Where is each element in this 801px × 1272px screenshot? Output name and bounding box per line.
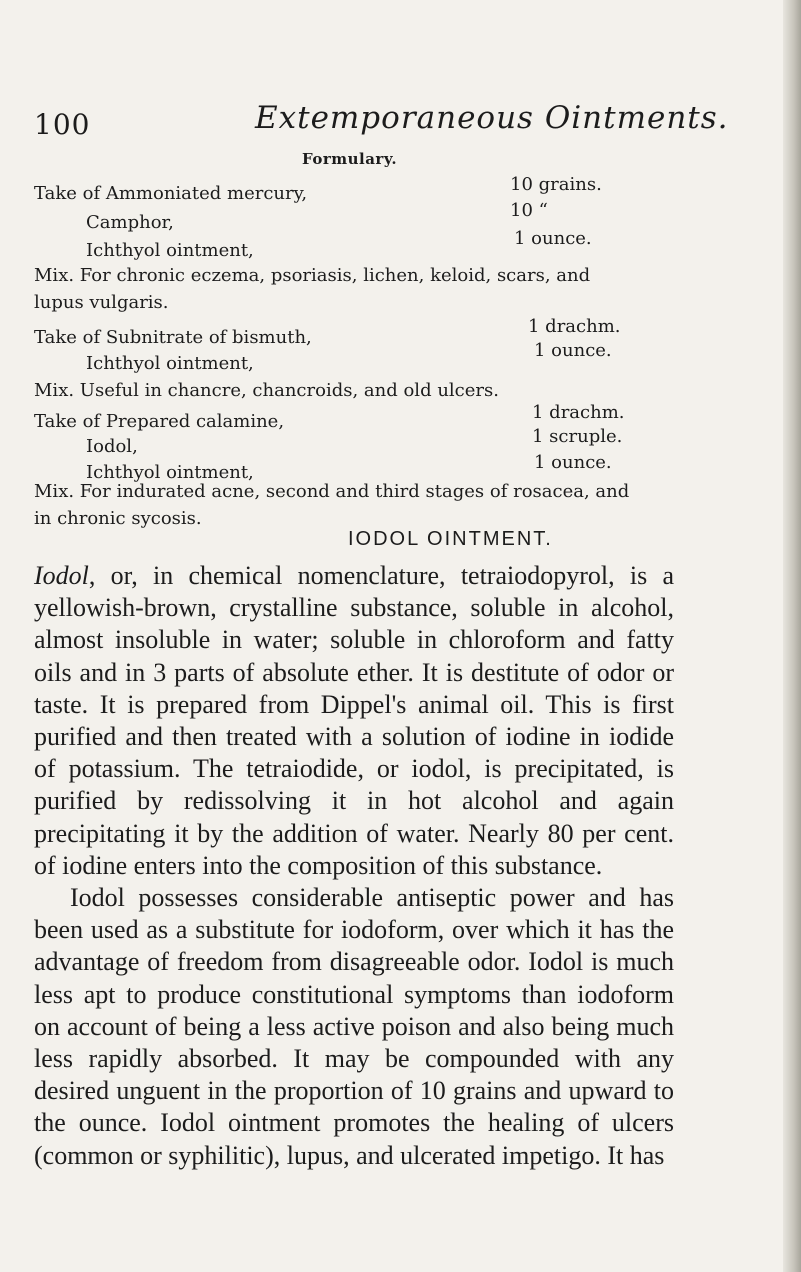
- formula-1-qty-1: 10 grains.: [510, 174, 602, 195]
- page-edge: [783, 0, 801, 1272]
- running-head: Extemporaneous Ointments.: [255, 100, 729, 136]
- paragraph-1-lead: Iodol: [34, 561, 89, 590]
- formula-3-qty-3: 1 ounce.: [534, 452, 612, 473]
- formula-3-ingredient-3: Ichthyol ointment,: [86, 462, 254, 483]
- formula-3-note-line-1: Mix. For indurated acne, second and third stages of rosacea, and: [34, 481, 630, 502]
- section-heading: IODOL OINTMENT.: [348, 528, 553, 550]
- paragraph-1-text: , or, in chemical nomenclature, tetraiodopyrol, is a yellowish-brown, crystalline substance, soluble in alcohol, almost insoluble in water; soluble in chloroform and fatty oils and in 3 parts of absolute ether. It is destitute of odor or taste. It is prepared from Dippel's animal oil. This is first purified and then treated with a solution of iodine in iodide of potassium. The tetraiodide, or iodol, is precipitated, is purified by redissolving it in hot alcohol and again precipitating it by the addition of water. Nearly 80 per cent. of iodine enters into the composition of this substance.: [34, 561, 674, 880]
- formula-3-qty-2: 1 scruple.: [532, 426, 623, 447]
- formula-2-qty-2: 1 ounce.: [534, 340, 612, 361]
- formula-3-qty-1: 1 drachm.: [532, 402, 625, 423]
- formula-1-qty-3: 1 ounce.: [514, 228, 592, 249]
- formula-1-qty-2: 10 “: [510, 200, 548, 221]
- formula-3-note-line-2: in chronic sycosis.: [34, 508, 202, 529]
- formula-2-ingredient-2: Ichthyol ointment,: [86, 353, 254, 374]
- page-number: 100: [34, 108, 91, 141]
- formula-1-note-line-1: Mix. For chronic eczema, psoriasis, lichen, keloid, scars, and: [34, 265, 591, 286]
- formula-3-ingredient-2: Iodol,: [86, 436, 138, 457]
- formula-1-ingredient-1: Take of Ammoniated mercury,: [34, 183, 308, 204]
- formula-2-ingredient-1: Take of Subnitrate of bismuth,: [34, 327, 312, 348]
- section-label: Formulary.: [302, 150, 398, 168]
- body-text: [34, 560, 674, 1172]
- formula-3-ingredient-1: Take of Prepared calamine,: [34, 411, 285, 432]
- paragraph-1: [34, 560, 674, 882]
- formula-1-note-line-2: lupus vulgaris.: [34, 292, 169, 313]
- formula-2-note-line-1: Mix. Useful in chancre, chancroids, and old ulcers.: [34, 380, 499, 401]
- formula-1-ingredient-3: Ichthyol ointment,: [86, 240, 254, 261]
- paragraph-2: Iodol possesses considerable antiseptic power and has been used as a substitute for iodoform, over which it has the advantage of freedom from disagreeable odor. Iodol is much less apt to produce constitutional symptoms than iodoform on account of being a less active poison and also being much less rapidly absorbed. It may be compounded with any desired unguent in the proportion of 10 grains and upward to the ounce. Iodol ointment promotes the healing of ulcers (common or syphilitic), lupus, and ulcerated impetigo. It has: [34, 883, 674, 1170]
- formula-1-ingredient-2: Camphor,: [86, 212, 174, 233]
- formula-2-qty-1: 1 drachm.: [528, 316, 621, 337]
